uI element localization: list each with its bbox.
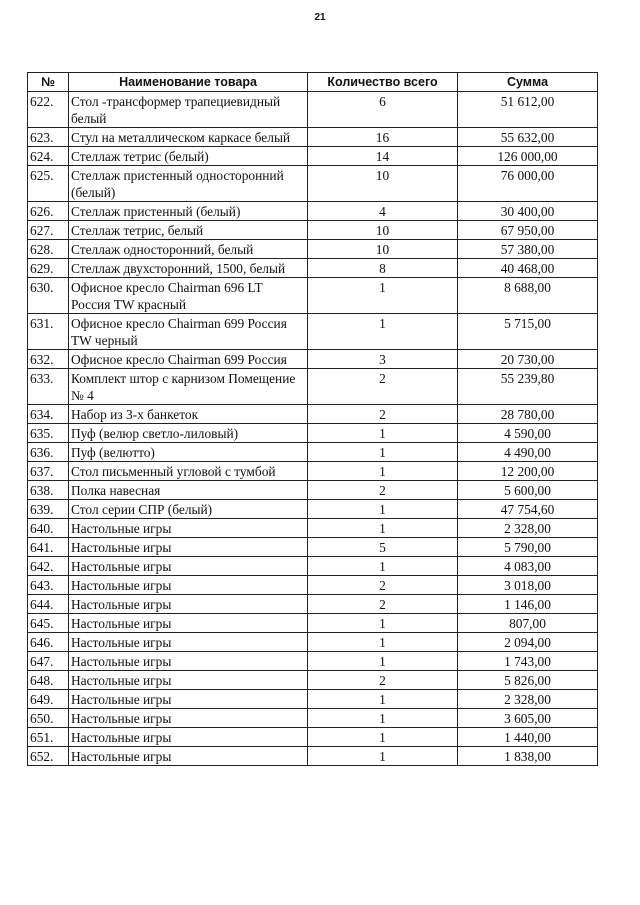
table-row	[28, 500, 598, 519]
row-sum: 3 605,00	[458, 709, 598, 728]
row-quantity: 10	[308, 166, 458, 202]
row-sum: 3 018,00	[458, 576, 598, 595]
row-item-name: Настольные игры	[69, 519, 308, 538]
row-number: 639.	[28, 500, 69, 519]
row-quantity: 1	[308, 728, 458, 747]
row-item-name: Офисное кресло Chairman 696 LT Россия TW красный	[69, 278, 308, 314]
row-number: 634.	[28, 405, 69, 424]
table-row	[28, 240, 598, 259]
row-sum: 2 328,00	[458, 690, 598, 709]
row-sum: 55 239,80	[458, 369, 598, 405]
row-sum: 1 838,00	[458, 747, 598, 766]
row-sum: 5 600,00	[458, 481, 598, 500]
row-quantity: 1	[308, 633, 458, 652]
row-sum: 5 715,00	[458, 314, 598, 350]
row-number: 640.	[28, 519, 69, 538]
items-table	[27, 72, 598, 766]
row-quantity: 8	[308, 259, 458, 278]
row-sum: 67 950,00	[458, 221, 598, 240]
row-item-name: Пуф (велюр светло-лиловый)	[69, 424, 308, 443]
table-row	[28, 747, 598, 766]
row-quantity: 3	[308, 350, 458, 369]
table-row	[28, 314, 598, 350]
row-item-name: Настольные игры	[69, 633, 308, 652]
row-quantity: 1	[308, 424, 458, 443]
row-item-name: Стол серии СПР (белый)	[69, 500, 308, 519]
row-item-name: Настольные игры	[69, 652, 308, 671]
row-number: 627.	[28, 221, 69, 240]
row-sum: 807,00	[458, 614, 598, 633]
row-sum: 5 826,00	[458, 671, 598, 690]
row-number: 636.	[28, 443, 69, 462]
row-quantity: 1	[308, 709, 458, 728]
table-row	[28, 728, 598, 747]
row-sum: 1 146,00	[458, 595, 598, 614]
row-sum: 76 000,00	[458, 166, 598, 202]
row-item-name: Стол письменный угловой с тумбой	[69, 462, 308, 481]
row-quantity: 1	[308, 519, 458, 538]
row-sum: 40 468,00	[458, 259, 598, 278]
row-number: 637.	[28, 462, 69, 481]
row-item-name: Стеллаж тетрис, белый	[69, 221, 308, 240]
row-quantity: 1	[308, 652, 458, 671]
row-item-name: Стеллаж тетрис (белый)	[69, 147, 308, 166]
header-item-name: Наименование товара	[69, 73, 308, 92]
row-number: 644.	[28, 595, 69, 614]
row-quantity: 2	[308, 671, 458, 690]
row-sum: 47 754,60	[458, 500, 598, 519]
row-sum: 4 490,00	[458, 443, 598, 462]
row-number: 647.	[28, 652, 69, 671]
row-number: 652.	[28, 747, 69, 766]
row-item-name: Стеллаж пристенный односторонний (белый)	[69, 166, 308, 202]
row-sum: 1 440,00	[458, 728, 598, 747]
row-number: 643.	[28, 576, 69, 595]
row-sum: 28 780,00	[458, 405, 598, 424]
row-item-name: Пуф (велютто)	[69, 443, 308, 462]
row-number: 632.	[28, 350, 69, 369]
row-quantity: 4	[308, 202, 458, 221]
row-item-name: Настольные игры	[69, 576, 308, 595]
page-number: 21	[314, 12, 326, 23]
row-number: 650.	[28, 709, 69, 728]
table-row	[28, 92, 598, 128]
row-item-name: Настольные игры	[69, 671, 308, 690]
row-quantity: 10	[308, 221, 458, 240]
row-number: 631.	[28, 314, 69, 350]
row-quantity: 1	[308, 443, 458, 462]
row-sum: 30 400,00	[458, 202, 598, 221]
table-row	[28, 709, 598, 728]
row-sum: 51 612,00	[458, 92, 598, 128]
row-number: 641.	[28, 538, 69, 557]
row-number: 648.	[28, 671, 69, 690]
row-quantity: 1	[308, 278, 458, 314]
table-row	[28, 278, 598, 314]
row-number: 622.	[28, 92, 69, 128]
row-number: 625.	[28, 166, 69, 202]
row-number: 635.	[28, 424, 69, 443]
row-item-name: Стеллаж пристенный (белый)	[69, 202, 308, 221]
row-quantity: 16	[308, 128, 458, 147]
table-row	[28, 557, 598, 576]
row-quantity: 1	[308, 500, 458, 519]
table-row	[28, 350, 598, 369]
row-item-name: Стол -трансформер трапециевидный белый	[69, 92, 308, 128]
row-item-name: Настольные игры	[69, 595, 308, 614]
row-item-name: Настольные игры	[69, 728, 308, 747]
table-row	[28, 652, 598, 671]
table-row	[28, 202, 598, 221]
row-quantity: 2	[308, 595, 458, 614]
row-quantity: 2	[308, 369, 458, 405]
table-row	[28, 671, 598, 690]
header-number: №	[28, 73, 69, 92]
table-row	[28, 614, 598, 633]
row-number: 642.	[28, 557, 69, 576]
row-number: 651.	[28, 728, 69, 747]
row-sum: 57 380,00	[458, 240, 598, 259]
row-quantity: 2	[308, 481, 458, 500]
table-row	[28, 690, 598, 709]
row-item-name: Настольные игры	[69, 614, 308, 633]
row-number: 646.	[28, 633, 69, 652]
table-header-row	[28, 73, 598, 92]
row-number: 630.	[28, 278, 69, 314]
row-item-name: Настольные игры	[69, 690, 308, 709]
row-item-name: Стеллаж двухсторонний, 1500, белый	[69, 259, 308, 278]
row-item-name: Полка навесная	[69, 481, 308, 500]
row-number: 628.	[28, 240, 69, 259]
row-quantity: 1	[308, 314, 458, 350]
header-sum: Сумма	[458, 73, 598, 92]
row-number: 626.	[28, 202, 69, 221]
row-sum: 4 590,00	[458, 424, 598, 443]
row-sum: 2 094,00	[458, 633, 598, 652]
table-row	[28, 259, 598, 278]
row-quantity: 10	[308, 240, 458, 259]
table-row	[28, 576, 598, 595]
table-row	[28, 633, 598, 652]
row-sum: 55 632,00	[458, 128, 598, 147]
row-item-name: Настольные игры	[69, 709, 308, 728]
row-quantity: 1	[308, 614, 458, 633]
row-item-name: Офисное кресло Chairman 699 Россия TW черный	[69, 314, 308, 350]
row-quantity: 1	[308, 557, 458, 576]
row-number: 623.	[28, 128, 69, 147]
row-item-name: Набор из 3-х банкеток	[69, 405, 308, 424]
row-quantity: 1	[308, 690, 458, 709]
table-row	[28, 369, 598, 405]
table-row	[28, 424, 598, 443]
table-row	[28, 481, 598, 500]
row-sum: 1 743,00	[458, 652, 598, 671]
row-number: 633.	[28, 369, 69, 405]
row-number: 638.	[28, 481, 69, 500]
row-sum: 5 790,00	[458, 538, 598, 557]
table-row	[28, 221, 598, 240]
row-quantity: 5	[308, 538, 458, 557]
row-quantity: 2	[308, 576, 458, 595]
table-row	[28, 462, 598, 481]
row-item-name: Настольные игры	[69, 557, 308, 576]
row-sum: 2 328,00	[458, 519, 598, 538]
row-quantity: 2	[308, 405, 458, 424]
table-row	[28, 405, 598, 424]
table-row	[28, 538, 598, 557]
table-row	[28, 147, 598, 166]
row-number: 645.	[28, 614, 69, 633]
table-row	[28, 443, 598, 462]
table-row	[28, 595, 598, 614]
row-sum: 4 083,00	[458, 557, 598, 576]
row-quantity: 6	[308, 92, 458, 128]
table-row	[28, 128, 598, 147]
row-sum: 20 730,00	[458, 350, 598, 369]
row-quantity: 1	[308, 462, 458, 481]
row-quantity: 1	[308, 747, 458, 766]
row-number: 629.	[28, 259, 69, 278]
table-row	[28, 166, 598, 202]
row-sum: 8 688,00	[458, 278, 598, 314]
row-item-name: Офисное кресло Chairman 699 Россия	[69, 350, 308, 369]
row-number: 624.	[28, 147, 69, 166]
table-row	[28, 519, 598, 538]
row-item-name: Комплект штор с карнизом Помещение № 4	[69, 369, 308, 405]
table-body	[28, 92, 598, 766]
row-sum: 12 200,00	[458, 462, 598, 481]
row-item-name: Стул на металлическом каркасе белый	[69, 128, 308, 147]
row-number: 649.	[28, 690, 69, 709]
row-quantity: 14	[308, 147, 458, 166]
row-sum: 126 000,00	[458, 147, 598, 166]
row-item-name: Стеллаж односторонний, белый	[69, 240, 308, 259]
header-quantity: Количество всего	[308, 73, 458, 92]
row-item-name: Настольные игры	[69, 747, 308, 766]
row-item-name: Настольные игры	[69, 538, 308, 557]
